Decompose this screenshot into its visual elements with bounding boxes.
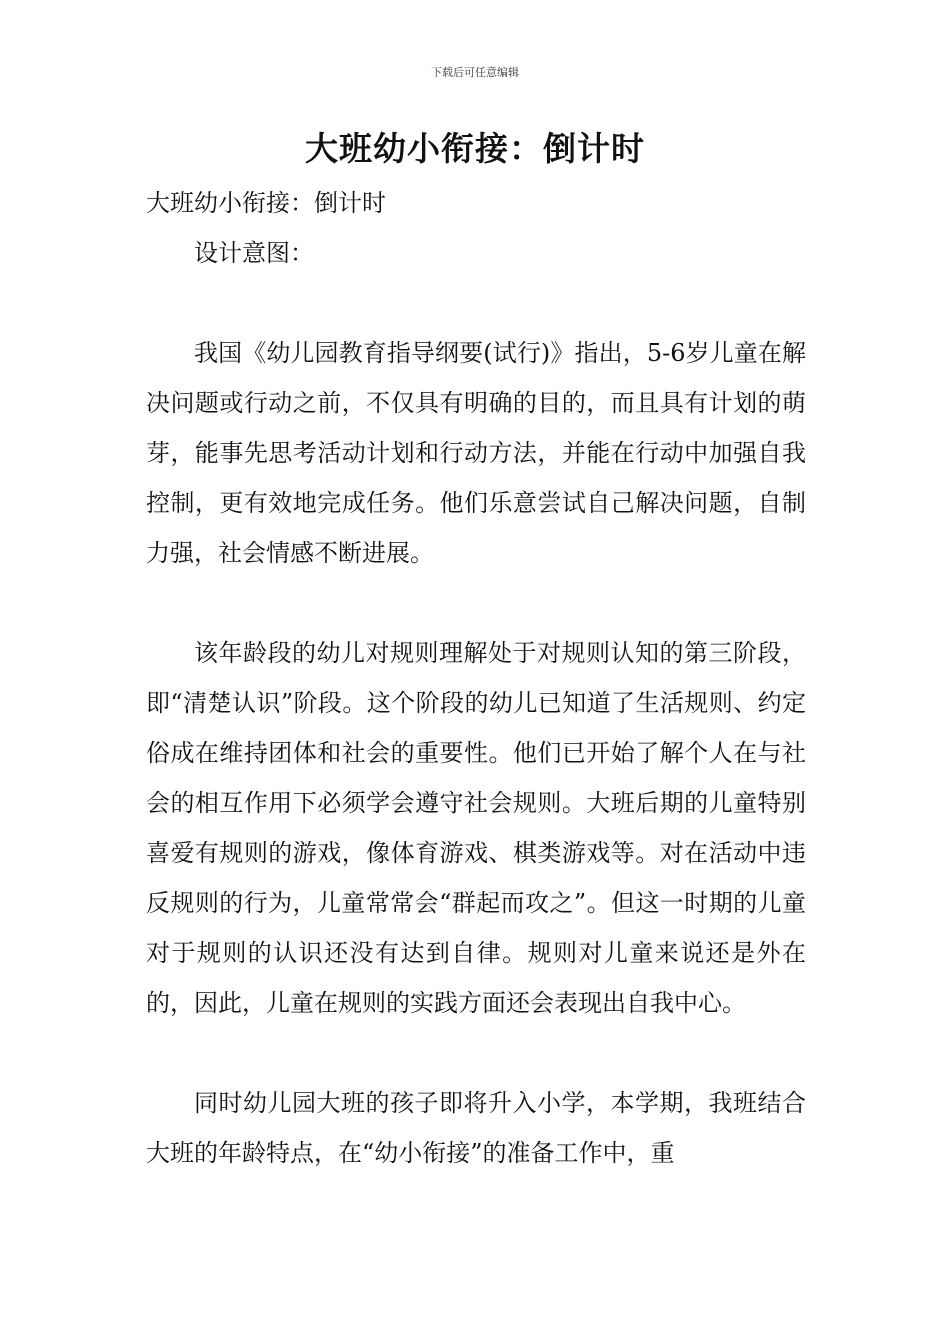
paragraph: 同时幼儿园大班的孩子即将升入小学，本学期，我班结合大班的年龄特点，在“幼小衔接”的准备工作中，重 [146, 1089, 806, 1167]
paragraph: 我国《幼儿园教育指导纲要(试行)》指出，5-6岁儿童在解决问题或行动之前，不仅具有明确的目的，而且具有计划的萌芽，能事先思考活动计划和行动方法，并能在行动中加强自我控制，更有效地完成任务。他们乐意尝试自己解决问题，自制力强，社会情感不断进展。 [146, 339, 806, 567]
document-subtitle: 大班幼小衔接：倒计时 [146, 189, 386, 217]
document-title: 大班幼小衔接：倒计时 [305, 129, 645, 168]
section-heading: 设计意图： [194, 239, 314, 267]
header-note: 下载后可任意编辑 [431, 66, 519, 79]
paragraph: 该年龄段的幼儿对规则理解处于对规则认知的第三阶段，即“清楚认识”阶段。这个阶段的幼儿已知道了生活规则、约定俗成在维持团体和社会的重要性。他们已开始了解个人在与社会的相互作用下必须学会遵守社会规则。大班后期的儿童特别喜爱有规则的游戏，像体育游戏、棋类游戏等。对在活动中违反规则的行为，儿童常常会“群起而攻之”。但这一时期的儿童对于规则的认识还没有达到自律。规则对儿童来说还是外在的，因此，儿童在规则的实践方面还会表现出自我中心。 [146, 639, 806, 1017]
document-body [146, 178, 806, 1178]
